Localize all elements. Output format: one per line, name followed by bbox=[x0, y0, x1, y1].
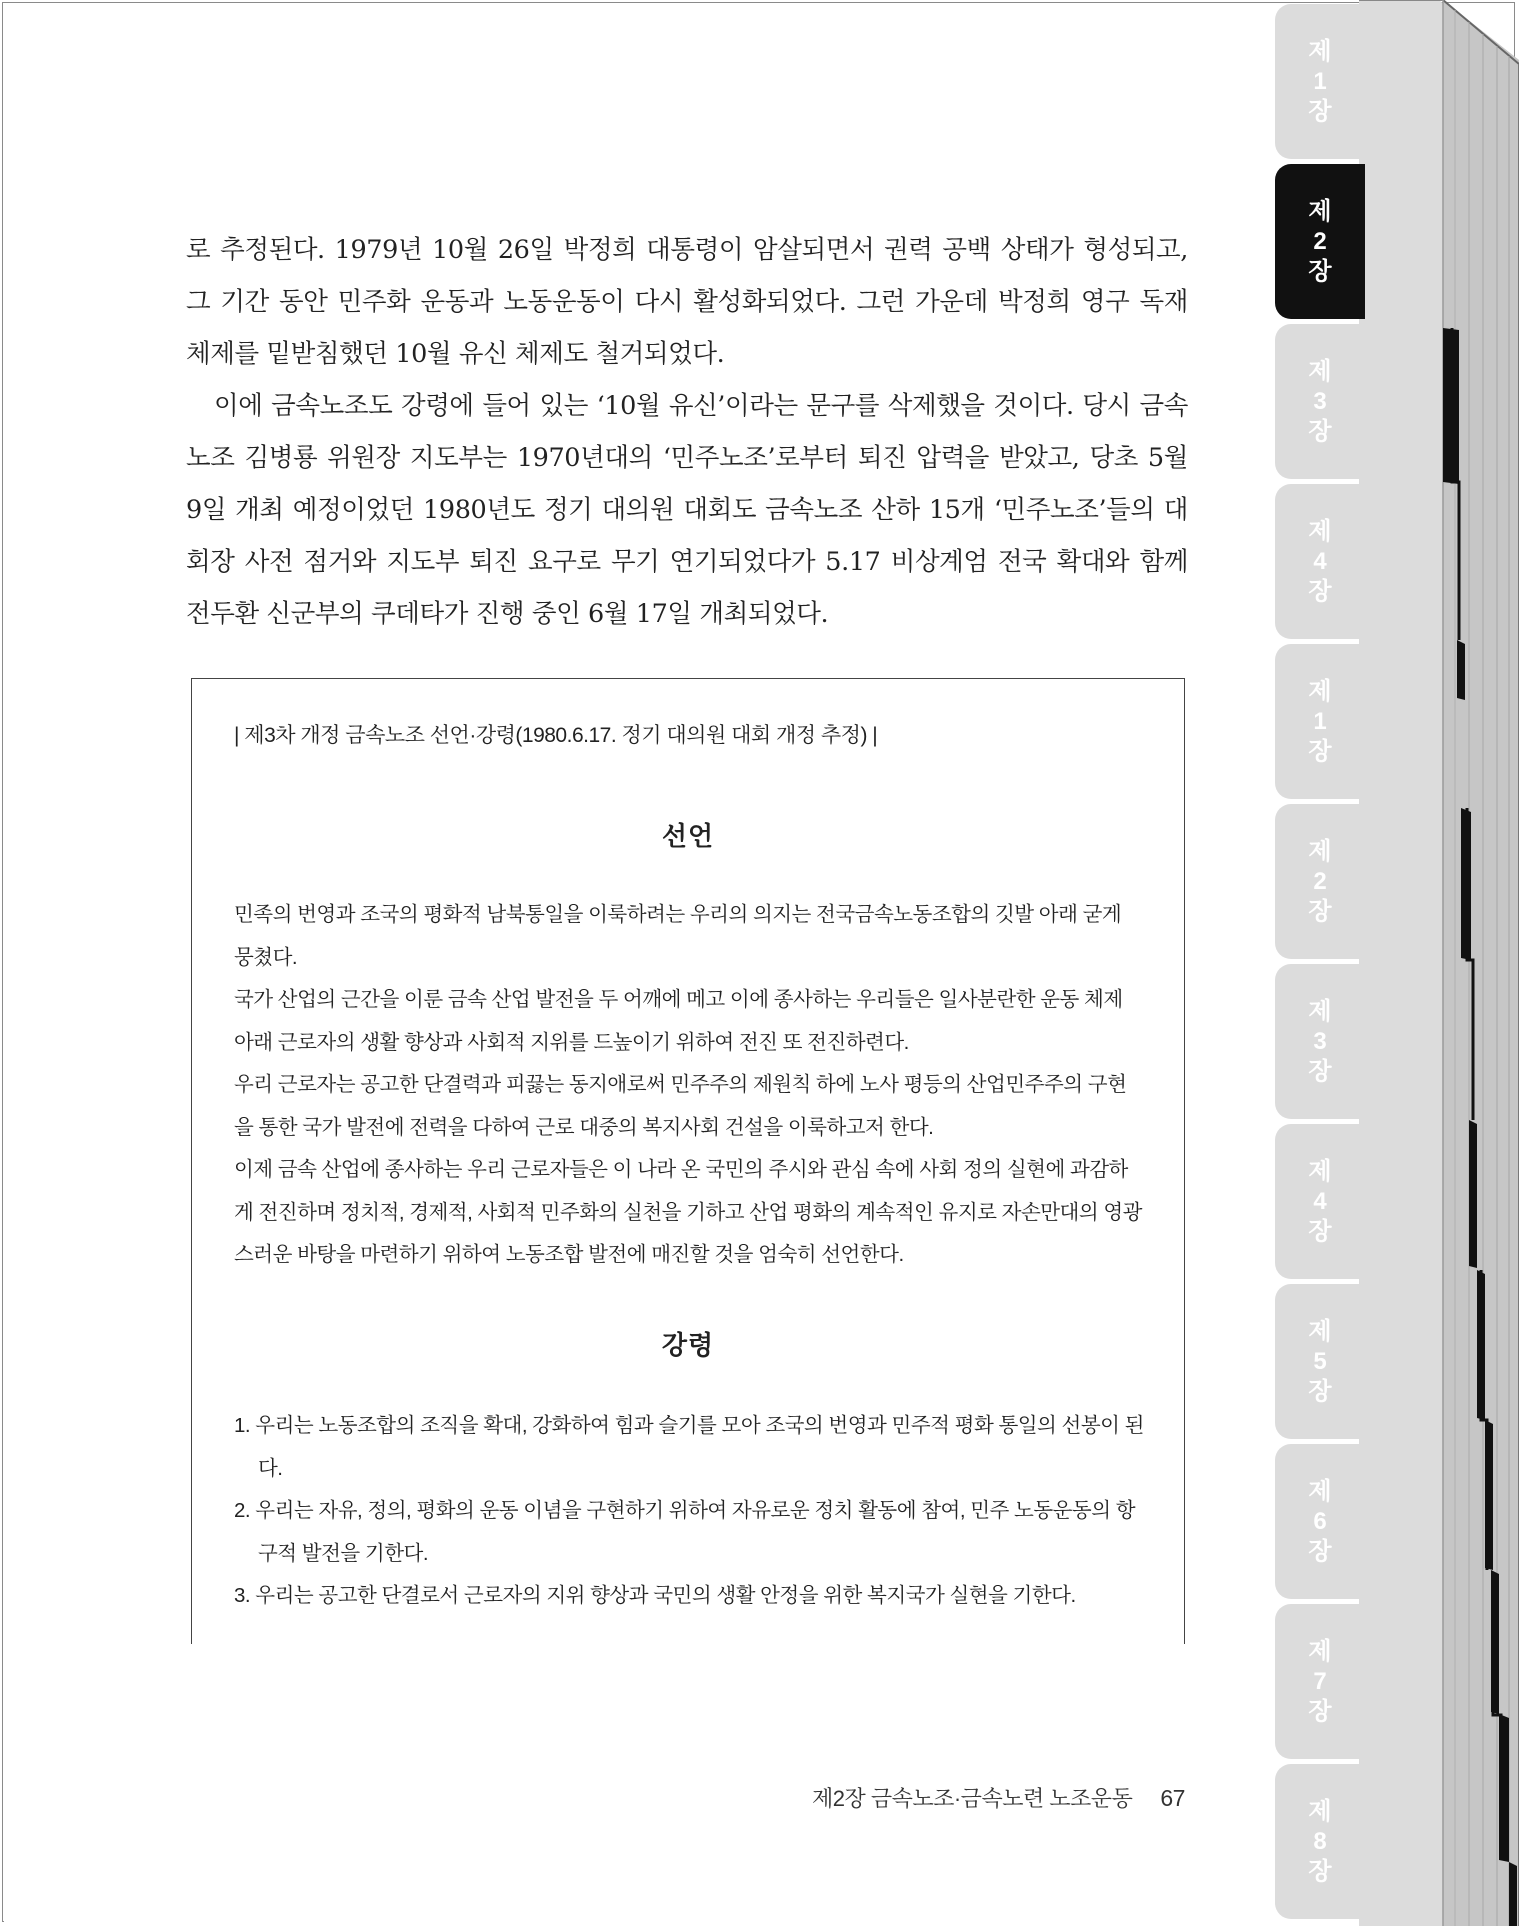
tab-label-char: 장 bbox=[1308, 417, 1332, 445]
body-paragraph-2: 이에 금속노조도 강령에 들어 있는 ‘10월 유신’이라는 문구를 삭제했을 것이다. 당시 금속노조 김병룡 위원장 지도부는 1970년대의 ‘민주노조’로부터 퇴진 압력을 받았고, 당초 5월 9일 개최 예정이었던 1980년도 정기 대의원 대회도 금속노조 산하 15개 ‘민주노조’들의 대회장 사전 점거와 지도부 퇴진 요구로 무기 연기되었다가 5.17 비상계엄 전국 확대와 함께 전두환 신군부의 쿠데타가 진행 중인 6월 17일 개최되었다. bbox=[186, 391, 1188, 629]
tab-label-char: 장 bbox=[1308, 1057, 1332, 1085]
tab-label-char: 장 bbox=[1308, 1697, 1332, 1725]
tab-part2-chapter-7[interactable] bbox=[1275, 1604, 1365, 1759]
tab-label-char: 제 bbox=[1308, 997, 1332, 1025]
declaration-paragraph-3: 우리 근로자는 공고한 단결력과 피끓는 동지애로써 민주주의 제원칙 하에 노사 평등의 산업민주주의 구현을 통한 국가 발전에 전력을 다하여 근로 대중의 복지사회 건설을 이룩하고저 한다. bbox=[234, 1073, 1127, 1139]
body-paragraph-1: 로 추정된다. 1979년 10월 26일 박정희 대통령이 암살되면서 권력 공백 상태가 형성되고, 그 기간 동안 민주화 운동과 노동운동이 다시 활성화되었다. 그런 가운데 박정희 영구 독재 체제를 밑받침했던 10월 유신 체제도 철거되었다. bbox=[186, 235, 1188, 369]
tab-part2-chapter-2[interactable] bbox=[1275, 804, 1365, 959]
tab-label-char: 제 bbox=[1308, 1797, 1332, 1825]
chapter-tabs bbox=[1275, 0, 1519, 1926]
declaration-paragraph-2: 국가 산업의 근간을 이룬 금속 산업 발전을 두 어깨에 메고 이에 종사하는 우리들은 일사분란한 운동 체제 아래 근로자의 생활 향상과 사회적 지위를 드높이기 위하여 전진 또 전진하련다. bbox=[234, 988, 1123, 1054]
tab-chapter-2[interactable] bbox=[1275, 164, 1365, 319]
tab-part2-chapter-1[interactable] bbox=[1275, 644, 1365, 799]
program-item-3: 3. 우리는 공고한 단결로서 근로자의 지위 향상과 국민의 생활 안정을 위한 복지국가 실현을 기한다. bbox=[234, 1584, 1076, 1607]
tab-chapter-4[interactable] bbox=[1275, 484, 1365, 639]
tab-label-char: 제 bbox=[1308, 1317, 1332, 1345]
tab-label-char: 6 bbox=[1313, 1507, 1327, 1535]
program-heading: 강령 bbox=[661, 1330, 715, 1360]
document-box bbox=[191, 678, 1185, 1644]
tab-label-char: 4 bbox=[1313, 547, 1327, 575]
tab-label-char: 제 bbox=[1308, 357, 1332, 385]
tab-label-char: 제 bbox=[1308, 837, 1332, 865]
program-item-2: 2. 우리는 자유, 정의, 평화의 운동 이념을 구현하기 위하여 자유로운 정치 활동에 참여, 민주 노동운동의 항구적 발전을 기한다. bbox=[234, 1499, 1136, 1565]
tab-label-char: 7 bbox=[1313, 1667, 1327, 1695]
tab-label-char: 장 bbox=[1308, 1857, 1332, 1885]
declaration-paragraph-4: 이제 금속 산업에 종사하는 우리 근로자들은 이 나라 온 국민의 주시와 관심 속에 사회 정의 실현에 과감하게 전진하며 정치적, 경제적, 사회적 민주화의 실천을 기하고 산업 평화의 계속적인 유지로 자손만대의 영광스러운 바탕을 마련하기 위하여 노동조합 발전에 매진할 것을 엄숙히 선언한다. bbox=[234, 1158, 1142, 1266]
tab-label-char: 3 bbox=[1313, 387, 1327, 415]
tab-label-char: 장 bbox=[1308, 257, 1332, 285]
page-footer bbox=[812, 1782, 1185, 1813]
tab-label-char: 5 bbox=[1313, 1347, 1327, 1375]
page-number: 67 bbox=[1160, 1785, 1185, 1811]
body-text bbox=[186, 224, 1188, 640]
tab-part2-chapter-5[interactable] bbox=[1275, 1284, 1365, 1439]
page-edge-illustration bbox=[1359, 0, 1519, 1926]
tab-label-char: 장 bbox=[1308, 577, 1332, 605]
tab-part2-chapter-4[interactable] bbox=[1275, 1124, 1365, 1279]
tab-label-char: 장 bbox=[1308, 737, 1332, 765]
running-title: 제2장 금속노조·금속노련 노조운동 bbox=[812, 1786, 1133, 1811]
tab-label-char: 제 bbox=[1308, 677, 1332, 705]
tab-chapter-1[interactable] bbox=[1275, 4, 1365, 159]
program-item-1: 1. 우리는 노동조합의 조직을 확대, 강화하여 힘과 슬기를 모아 조국의 번영과 민주적 평화 통일의 선봉이 된다. bbox=[234, 1414, 1144, 1480]
tab-label-char: 제 bbox=[1308, 1637, 1332, 1665]
declaration-heading: 선언 bbox=[661, 821, 715, 851]
tab-label-char: 8 bbox=[1313, 1827, 1327, 1855]
tab-label-char: 장 bbox=[1308, 97, 1332, 125]
box-caption: | 제3차 개정 금속노조 선언·강령(1980.6.17. 정기 대의원 대회 개정 추정) | bbox=[234, 724, 878, 747]
tab-label-char: 제 bbox=[1308, 197, 1332, 225]
tab-label-char: 제 bbox=[1308, 1477, 1332, 1505]
book-page bbox=[4, 4, 1360, 1922]
tab-label-char: 제 bbox=[1308, 517, 1332, 545]
tab-label-char: 장 bbox=[1308, 897, 1332, 925]
tab-label-char: 장 bbox=[1308, 1377, 1332, 1405]
tab-label-char: 제 bbox=[1308, 1157, 1332, 1185]
tab-label-char: 2 bbox=[1313, 227, 1327, 255]
tab-chapter-3[interactable] bbox=[1275, 324, 1365, 479]
tab-part2-chapter-3[interactable] bbox=[1275, 964, 1365, 1119]
tab-part2-chapter-6[interactable] bbox=[1275, 1444, 1365, 1599]
tab-part2-chapter-8[interactable] bbox=[1275, 1764, 1365, 1919]
tab-label-char: 장 bbox=[1308, 1537, 1332, 1565]
tab-label-char: 1 bbox=[1313, 67, 1327, 95]
tab-label-char: 장 bbox=[1308, 1217, 1332, 1245]
declaration-paragraph-1: 민족의 번영과 조국의 평화적 남북통일을 이룩하려는 우리의 의지는 전국금속노동조합의 깃발 아래 굳게 뭉쳤다. bbox=[234, 903, 1122, 969]
tab-label-char: 2 bbox=[1313, 867, 1327, 895]
tab-label-char: 3 bbox=[1313, 1027, 1327, 1055]
declaration-text bbox=[234, 894, 1144, 1277]
program-list bbox=[234, 1405, 1144, 1618]
tab-label-char: 4 bbox=[1313, 1187, 1327, 1215]
tab-label-char: 1 bbox=[1313, 707, 1327, 735]
tab-label-char: 제 bbox=[1308, 37, 1332, 65]
